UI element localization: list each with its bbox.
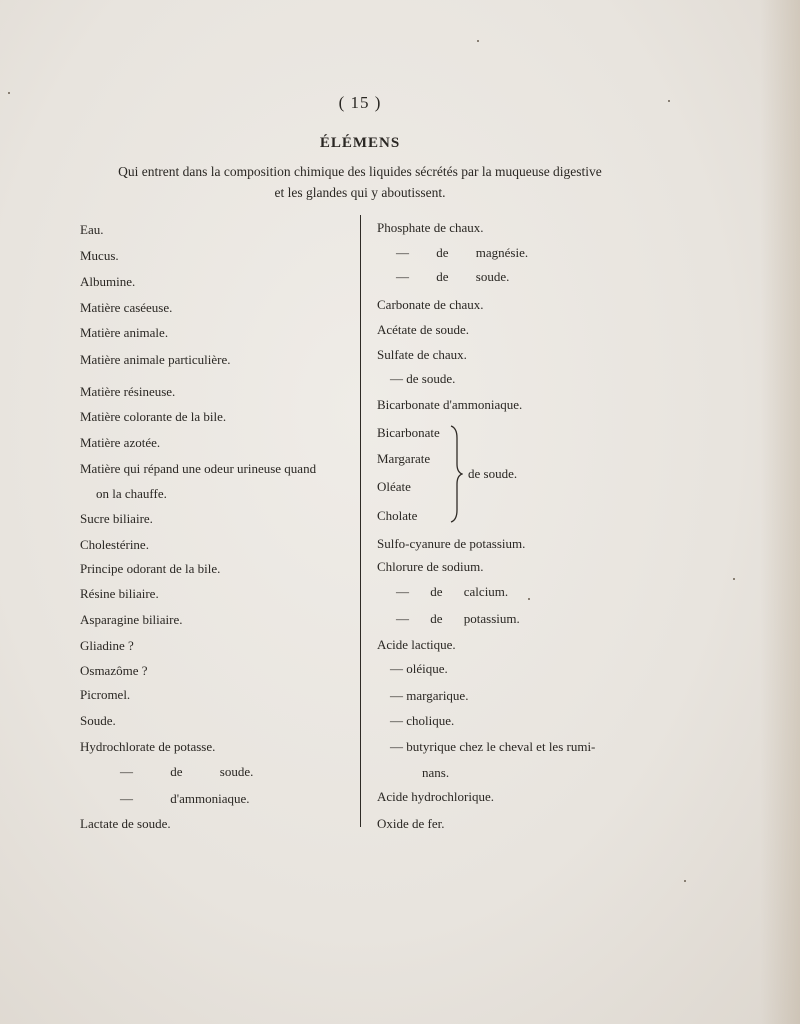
column-divider xyxy=(360,215,361,827)
list-item: Matière azotée. xyxy=(80,435,161,450)
list-item: Carbonate de chaux. xyxy=(377,297,484,312)
list-item: Hydrochlorate de potasse. xyxy=(80,739,216,754)
list-item: Acétate de soude. xyxy=(377,322,470,337)
list-item: Cholestérine. xyxy=(80,537,149,552)
list-item: Asparagine biliaire. xyxy=(80,612,183,627)
list-item: — de calcium. xyxy=(396,584,509,599)
list-item: Principe odorant de la bile. xyxy=(80,561,221,576)
list-item: Acide lactique. xyxy=(377,637,456,652)
list-item: — de magnésie. xyxy=(396,245,529,260)
list-item: Bicarbonate xyxy=(377,425,440,440)
curly-brace-icon xyxy=(449,424,463,524)
page-number: ( 15 ) xyxy=(338,93,382,112)
list-item: Oxide de fer. xyxy=(377,816,445,831)
list-item: Matière colorante de la bile. xyxy=(80,409,227,424)
list-item: Résine biliaire. xyxy=(80,586,159,601)
list-item: Matière qui répand une odeur urineuse quand xyxy=(80,461,317,476)
list-item: Sucre biliaire. xyxy=(80,511,153,526)
list-item: — de soude. xyxy=(120,764,254,779)
list-item: Matière résineuse. xyxy=(80,384,176,399)
list-item: on la chauffe. xyxy=(96,486,167,501)
list-item: de soude. xyxy=(468,466,518,481)
list-item: Matière animale particulière. xyxy=(80,352,231,367)
list-item: Oléate xyxy=(377,479,411,494)
page-edge-shadow xyxy=(760,0,800,1024)
list-item: Phosphate de chaux. xyxy=(377,220,484,235)
list-item: Sulfate de chaux. xyxy=(377,347,467,362)
list-item: Matière animale. xyxy=(80,325,169,340)
page-title: ÉLÉMENS xyxy=(319,135,401,151)
list-item: Sulfo-cyanure de potassium. xyxy=(377,536,526,551)
list-item: Cholate xyxy=(377,508,418,523)
list-item: — de potassium. xyxy=(396,611,520,626)
subtitle-line: Qui entrent dans la composition chimique des liquides sécrétés par la muqueuse digestive xyxy=(118,164,602,179)
list-item: Bicarbonate d'ammoniaque. xyxy=(377,397,523,412)
list-item: Gliadine ? xyxy=(80,638,134,653)
list-item: Chlorure de sodium. xyxy=(377,559,484,574)
list-item: — butyrique chez le cheval et les rumi- xyxy=(390,739,596,754)
list-item: Picromel. xyxy=(80,687,131,702)
list-item: Osmazôme ? xyxy=(80,663,148,678)
subtitle-line: et les glandes qui y aboutissent. xyxy=(274,185,446,200)
list-item: Soude. xyxy=(80,713,116,728)
list-item: — de soude. xyxy=(396,269,510,284)
list-item: Matière caséeuse. xyxy=(80,300,173,315)
list-item: Eau. xyxy=(80,222,104,237)
list-item: Lactate de soude. xyxy=(80,816,171,831)
list-item: Margarate xyxy=(377,451,431,466)
list-item: — de soude. xyxy=(390,371,456,386)
list-item: — margarique. xyxy=(390,688,469,703)
list-item: nans. xyxy=(422,765,450,780)
list-item: Albumine. xyxy=(80,274,136,289)
page-subtitle xyxy=(95,161,625,203)
list-item: Acide hydrochlorique. xyxy=(377,789,494,804)
list-item: — cholique. xyxy=(390,713,455,728)
list-item: Mucus. xyxy=(80,248,119,263)
list-item: — oléique. xyxy=(390,661,448,676)
list-item: — d'ammoniaque. xyxy=(120,791,250,806)
